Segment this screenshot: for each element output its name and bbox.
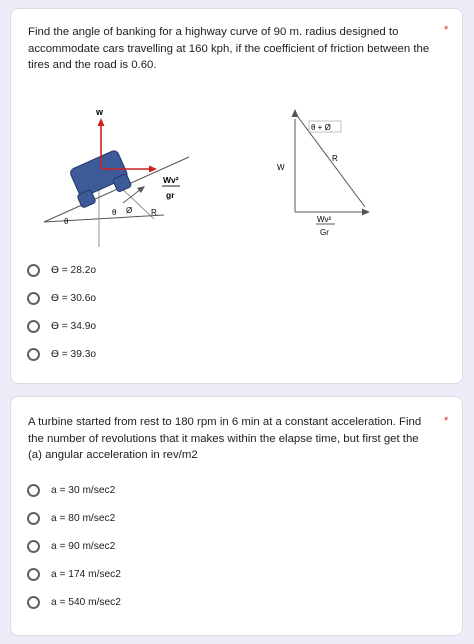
radio-button[interactable] [27,264,40,277]
wv2-label: Wv² [163,175,179,185]
option-4[interactable] [27,565,121,583]
triangle-r-label: R [332,154,338,163]
r-label: R [151,208,157,217]
question-card-2 [10,396,463,636]
option-1[interactable] [27,261,96,279]
option-label: a = 80 m/sec2 [51,512,116,524]
ground-line [44,215,164,222]
option-label: a = 174 m/sec2 [51,568,121,580]
radio-button[interactable] [27,292,40,305]
option-label: ϴ = 30.6o [51,292,97,304]
question-1-text: Find the angle of banking for a highway curve of 90 m. radius designed to accommodate cars travelling at 160 kph, if the coefficient of friction between the tires and the road is 0.60. [28,26,430,72]
radio-button[interactable] [27,568,40,581]
radio-button[interactable] [27,512,40,525]
triangle-wv2-label: Wv² [317,215,332,224]
option-label: a = 540 m/sec2 [51,596,121,608]
option-label: ϴ = 34.9o [51,320,97,332]
phi-label: Ø [126,206,133,215]
theta-bottom-label: θ [64,217,69,226]
triangle-w-label: W [277,163,285,172]
option-label: ϴ = 39.3o [51,348,97,360]
banking-diagram [39,97,439,257]
radio-button[interactable] [27,320,40,333]
triangle-angle-label: θ + Ø [311,123,331,132]
option-3[interactable] [27,317,96,335]
required-asterisk: * [444,24,449,36]
option-2[interactable] [27,289,96,307]
option-4[interactable] [27,345,96,363]
radio-button[interactable] [27,348,40,361]
option-5[interactable] [27,593,121,611]
radio-button[interactable] [27,540,40,553]
question-card-1 [10,8,463,384]
reaction-arrow [123,189,141,203]
option-label: a = 90 m/sec2 [51,540,116,552]
option-1[interactable] [27,481,115,499]
car-body [66,149,133,208]
option-label: ϴ = 28.2o [51,264,97,276]
required-asterisk: * [444,415,449,427]
radio-button[interactable] [27,484,40,497]
question-2-text: A turbine started from rest to 180 rpm in 6 min at a constant acceleration. Find the number of revolutions that it makes within the elapse time, but first get the (a) angular acceleration in rev/m2 [28,416,422,462]
option-label: a = 30 m/sec2 [51,484,116,496]
gr-label: gr [166,190,175,200]
triangle-gr-label: Gr [320,228,329,237]
w-label: w [96,107,104,117]
radio-button[interactable] [27,596,40,609]
theta-label: θ [112,208,117,217]
option-2[interactable] [27,509,115,527]
option-3[interactable] [27,537,115,555]
